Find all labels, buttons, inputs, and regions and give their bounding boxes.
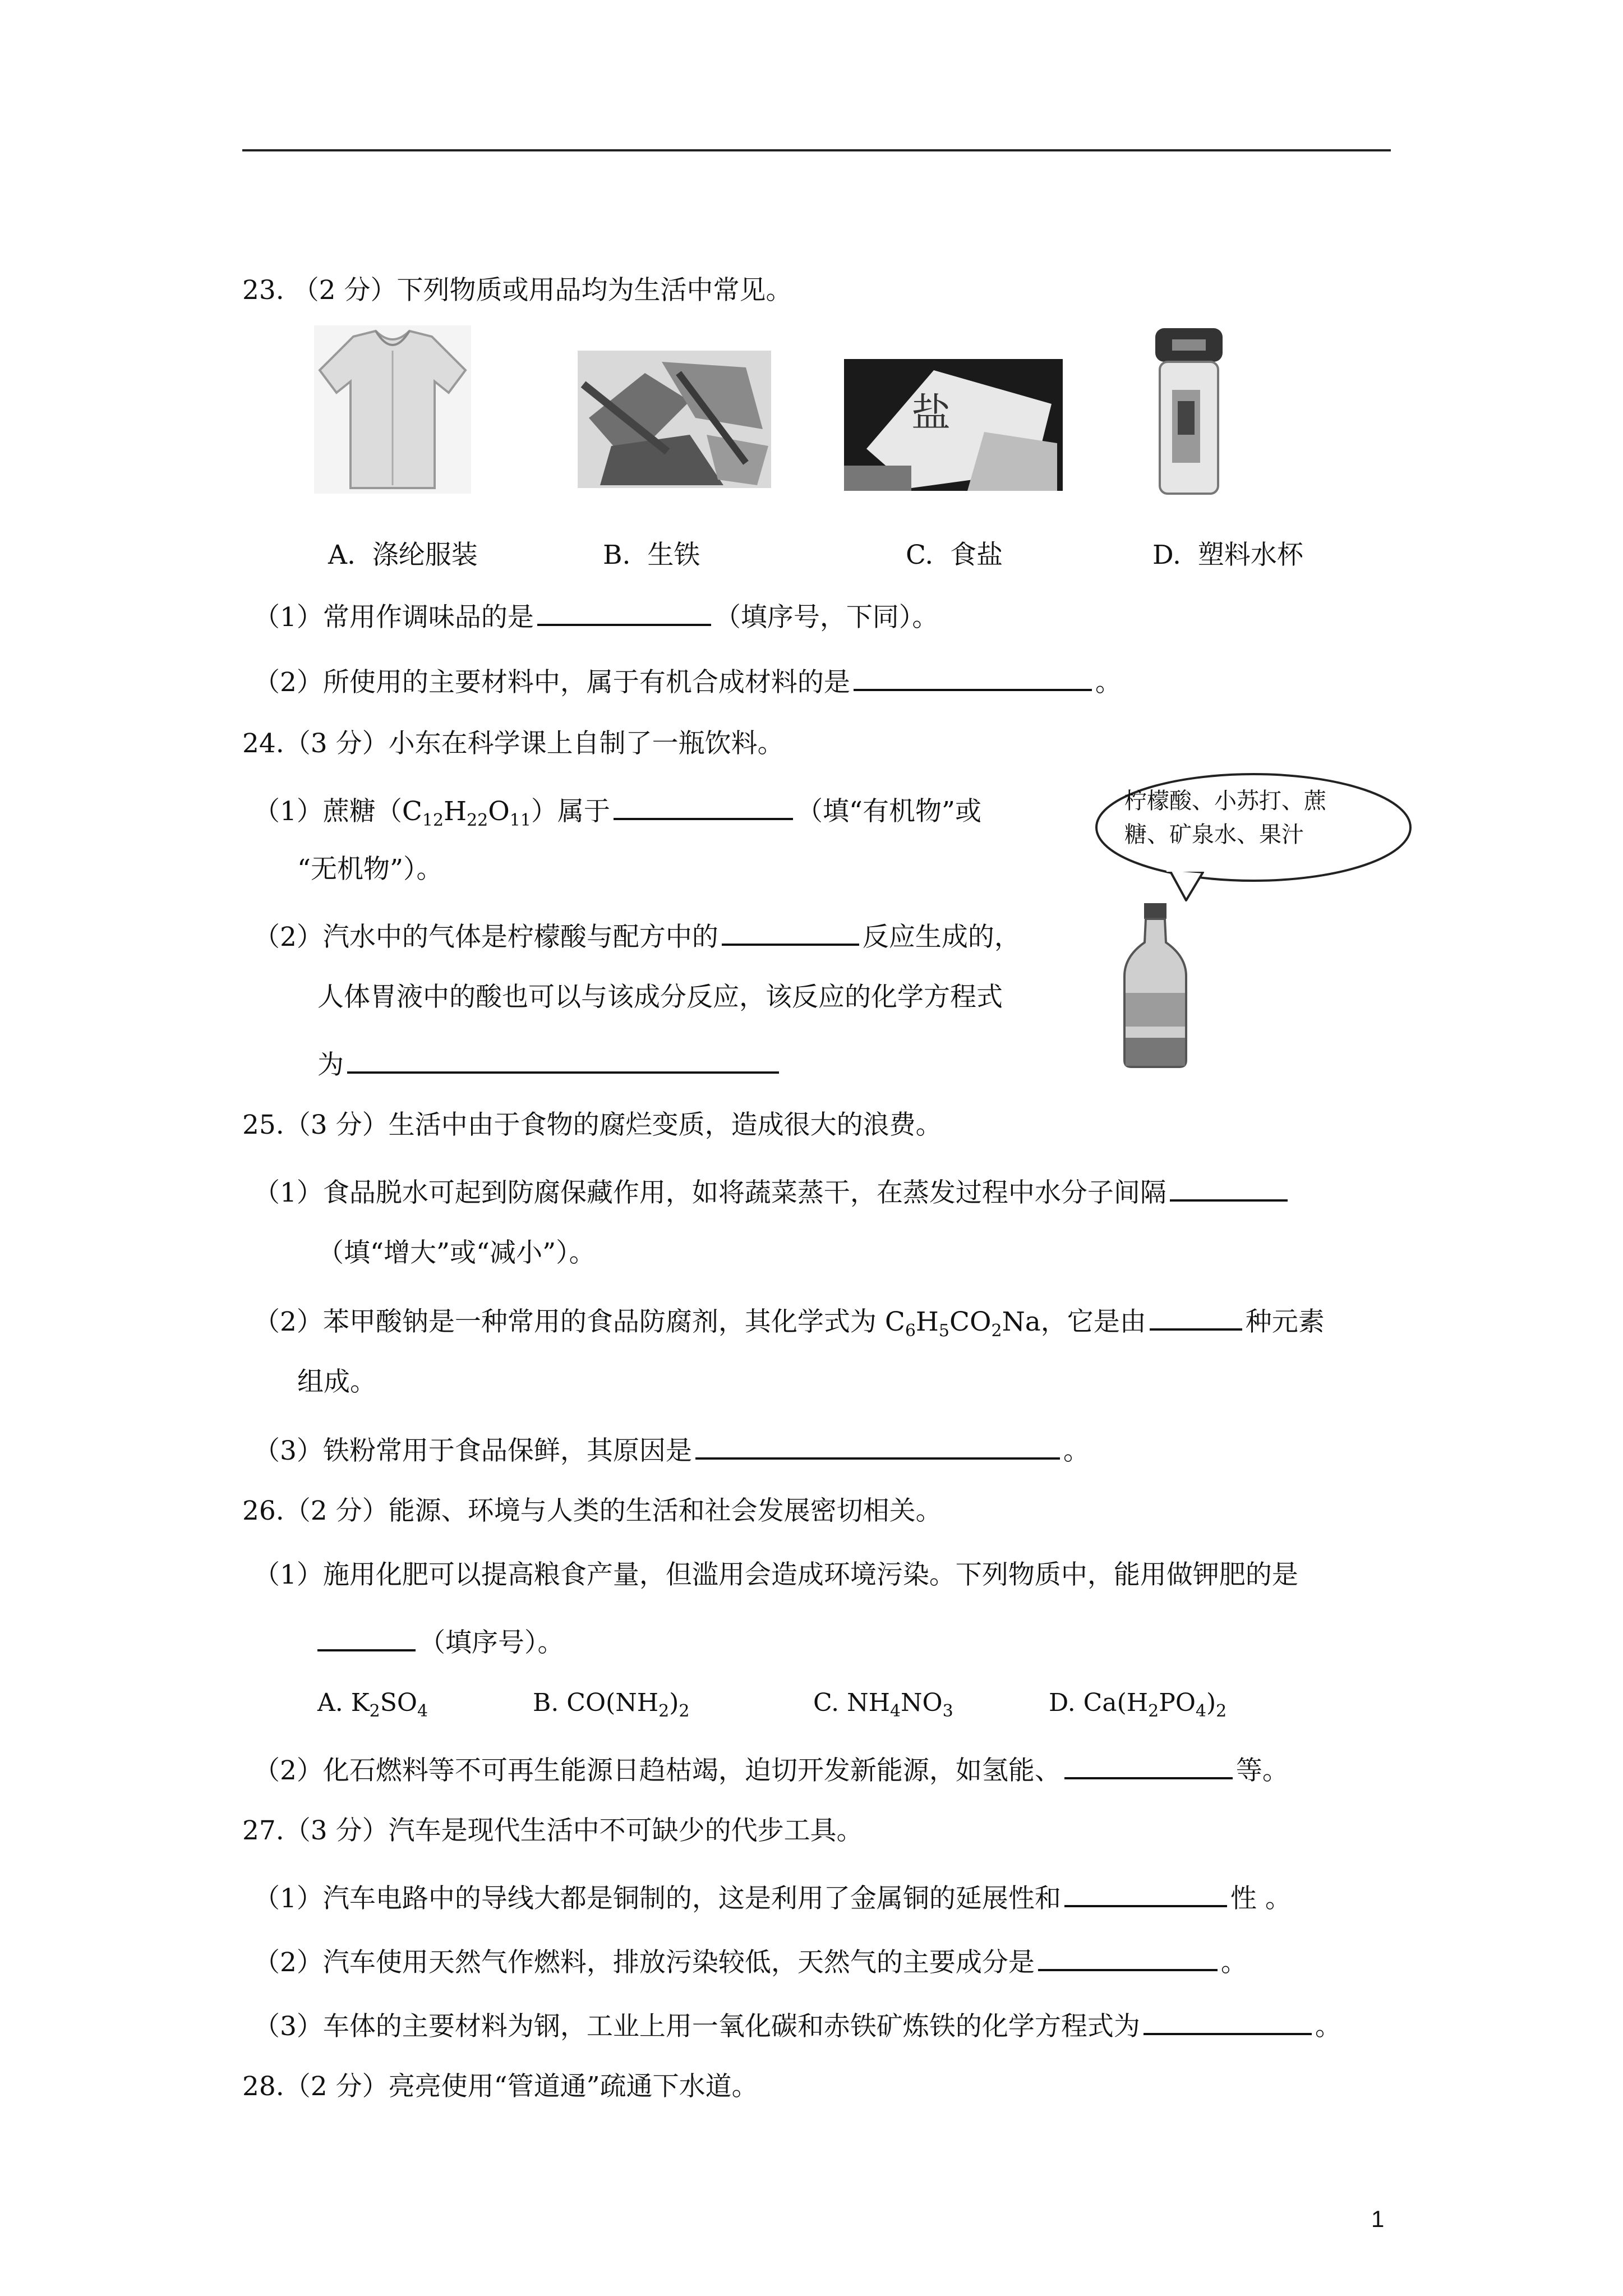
- q27-part1-tail: 性 。: [1230, 1883, 1292, 1914]
- answer-blank[interactable]: [722, 917, 859, 946]
- q26-option-a: [317, 1686, 428, 1720]
- q24-part1-mid: ）属于: [531, 796, 610, 827]
- bubble-text-1: 柠檬酸、小苏打、蔗: [1124, 788, 1326, 814]
- subscript: 5: [938, 1321, 949, 1341]
- answer-blank[interactable]: [347, 1045, 779, 1074]
- q26-option-d: [1049, 1686, 1227, 1720]
- q23-part1-text: （1）常用作调味品的是: [253, 602, 534, 633]
- q26-part1-cont: [317, 1622, 564, 1660]
- answer-blank[interactable]: [695, 1430, 1060, 1460]
- q24-part1: [253, 791, 981, 829]
- answer-blank[interactable]: [317, 1622, 416, 1651]
- q23-part2-text: （2）所使用的主要材料中，属于有机合成材料的是: [253, 667, 850, 698]
- formula-part: H: [444, 796, 467, 827]
- shirt-image: [314, 325, 471, 494]
- bottle-image: [1119, 903, 1192, 1069]
- q26-part2-tail: 等。: [1235, 1755, 1289, 1786]
- subscript: 2: [679, 1701, 690, 1721]
- subscript: 11: [509, 811, 531, 830]
- q24-heading: 24.（3 分）小东在科学课上自制了一瓶饮料。: [242, 728, 784, 759]
- option-a: [328, 539, 478, 572]
- subscript: 3: [942, 1701, 953, 1721]
- q27-part3-tail: 。: [1315, 2011, 1341, 2042]
- formula-part: PO: [1159, 1688, 1196, 1717]
- option-a-text: 涤纶服装: [372, 540, 478, 570]
- q25-part3-tail: 。: [1063, 1435, 1090, 1466]
- q23-part1: [253, 597, 938, 634]
- q27-part2-tail: 。: [1220, 1947, 1247, 1978]
- q27-part3-text: （3）车体的主要材料为钢，工业上用一氧化碳和赤铁矿炼铁的化学方程式为: [253, 2011, 1140, 2042]
- subscript: 2: [369, 1701, 380, 1721]
- answer-blank[interactable]: [614, 791, 793, 820]
- q23-part1-tail: （填序号，下同）。: [714, 602, 939, 633]
- option-d: [1152, 539, 1303, 572]
- option-c: [906, 539, 1003, 572]
- q26-part2-text: （2）化石燃料等不可再生能源日趋枯竭，迫切开发新能源，如氢能、: [253, 1755, 1061, 1786]
- bubble-text-2: 糖、矿泉水、果汁: [1124, 822, 1304, 848]
- q24-part1-text: （1）蔗糖（C: [253, 796, 422, 827]
- q23-part2: [253, 662, 1122, 700]
- q24-part2-cont2: [317, 1045, 782, 1082]
- q24-part2-text: （2）汽水中的气体是柠檬酸与配方中的: [253, 922, 718, 953]
- formula-part: C. NH: [813, 1688, 890, 1717]
- q25-part2-cont: 组成。: [297, 1366, 376, 1397]
- subscript: 12: [422, 811, 444, 830]
- q25-part1-cont: （填“增大”或“减小”）。: [317, 1237, 596, 1268]
- formula-part: ): [669, 1688, 679, 1717]
- q27-part2-text: （2）汽车使用天然气作燃料，排放污染较低，天然气的主要成分是: [253, 1947, 1035, 1978]
- formula-part: H: [915, 1306, 939, 1337]
- subscript: 4: [889, 1701, 901, 1721]
- q25-part1: [253, 1172, 1291, 1210]
- subscript: 2: [1216, 1701, 1227, 1721]
- answer-blank[interactable]: [1144, 2006, 1312, 2035]
- formula-part: B. CO(NH: [533, 1688, 659, 1717]
- subscript: 2: [1148, 1701, 1159, 1721]
- option-c-text: 食盐: [950, 540, 1003, 570]
- subscript: 2: [991, 1321, 1002, 1341]
- answer-blank[interactable]: [1064, 1750, 1233, 1779]
- formula-part: Na，它是由: [1002, 1306, 1146, 1337]
- option-a-letter: A.: [328, 540, 356, 570]
- subscript: 4: [417, 1701, 428, 1721]
- q23-part2-tail: 。: [1095, 667, 1122, 698]
- answer-blank[interactable]: [1170, 1172, 1288, 1202]
- answer-blank[interactable]: [1150, 1301, 1242, 1331]
- q24-part2: [253, 917, 1021, 954]
- option-b-text: 生铁: [647, 540, 700, 570]
- option-c-letter: C.: [906, 540, 934, 570]
- formula-part: D. Ca(H: [1049, 1688, 1149, 1717]
- q25-part3: [253, 1430, 1090, 1468]
- q23-heading: 23. （2 分）下列物质或用品均为生活中常见。: [242, 275, 792, 306]
- option-b-letter: B.: [603, 540, 631, 570]
- q26-heading: 26.（2 分）能源、环境与人类的生活和社会发展密切相关。: [242, 1496, 942, 1526]
- formula-part: SO: [380, 1688, 417, 1717]
- header-rule: [242, 149, 1391, 151]
- q25-heading: 25.（3 分）生活中由于食物的腐烂变质，造成很大的浪费。: [242, 1110, 942, 1140]
- q24-part2-prefix: 为: [317, 1050, 344, 1080]
- subscript: 2: [658, 1701, 670, 1721]
- q25-part3-text: （3）铁粉常用于食品保鲜，其原因是: [253, 1435, 692, 1466]
- q24-part1-tail: （填“有机物”或: [796, 796, 982, 827]
- option-d-text: 塑料水杯: [1197, 540, 1303, 570]
- subscript: 22: [467, 811, 488, 830]
- formula-part: ): [1206, 1688, 1216, 1717]
- answer-blank[interactable]: [1064, 1878, 1227, 1907]
- answer-blank[interactable]: [854, 662, 1092, 691]
- q26-part1: （1）施用化肥可以提高粮食产量，但滥用会造成环境污染。下列物质中，能用做钾肥的是: [253, 1559, 1298, 1590]
- q26-option-b: [533, 1686, 689, 1720]
- cup-image: [1144, 328, 1234, 496]
- subscript: 6: [905, 1321, 916, 1341]
- q25-part2-tail: 种元素: [1245, 1306, 1325, 1337]
- formula-part: CO: [949, 1306, 992, 1337]
- answer-blank[interactable]: [537, 597, 711, 626]
- q26-part2: [253, 1750, 1289, 1788]
- q27-part3: [253, 2006, 1341, 2044]
- q27-part2: [253, 1942, 1247, 1980]
- q27-part1-text: （1）汽车电路中的导线大都是铜制的，这是利用了金属铜的延展性和: [253, 1883, 1061, 1914]
- q27-part1: [253, 1878, 1292, 1916]
- q24-part2-tail: 反应生成的，: [862, 922, 1021, 953]
- q26-part1-tail: （填序号）。: [419, 1627, 564, 1658]
- iron-image: [578, 351, 771, 488]
- formula-part: A. K: [317, 1688, 370, 1717]
- page-number: 1: [1371, 2206, 1385, 2232]
- q24-part1-cont: “无机物”）。: [297, 854, 443, 885]
- q27-heading: 27.（3 分）汽车是现代生活中不可缺少的代步工具。: [242, 1815, 863, 1846]
- q25-part2: [253, 1301, 1325, 1339]
- svg-text:盐: 盐: [911, 390, 951, 436]
- q28-heading: 28.（2 分）亮亮使用“管道通”疏通下水道。: [242, 2071, 758, 2102]
- q25-part2-text: （2）苯甲酸钠是一种常用的食品防腐剂，其化学式为 C: [253, 1306, 905, 1337]
- formula-part: O: [488, 796, 510, 827]
- q24-part2-cont: 人体胃液中的酸也可以与该成分反应，该反应的化学方程式: [317, 982, 1003, 1013]
- formula-part: NO: [901, 1688, 943, 1717]
- q26-option-c: [813, 1686, 953, 1720]
- salt-image: [844, 359, 1063, 491]
- option-d-letter: D.: [1152, 540, 1181, 570]
- subscript: 4: [1195, 1701, 1206, 1721]
- q25-part1-text: （1）食品脱水可起到防腐保藏作用，如将蔬菜蒸干，在蒸发过程中水分子间隔: [253, 1177, 1166, 1208]
- answer-blank[interactable]: [1038, 1942, 1218, 1971]
- option-b: [603, 539, 700, 572]
